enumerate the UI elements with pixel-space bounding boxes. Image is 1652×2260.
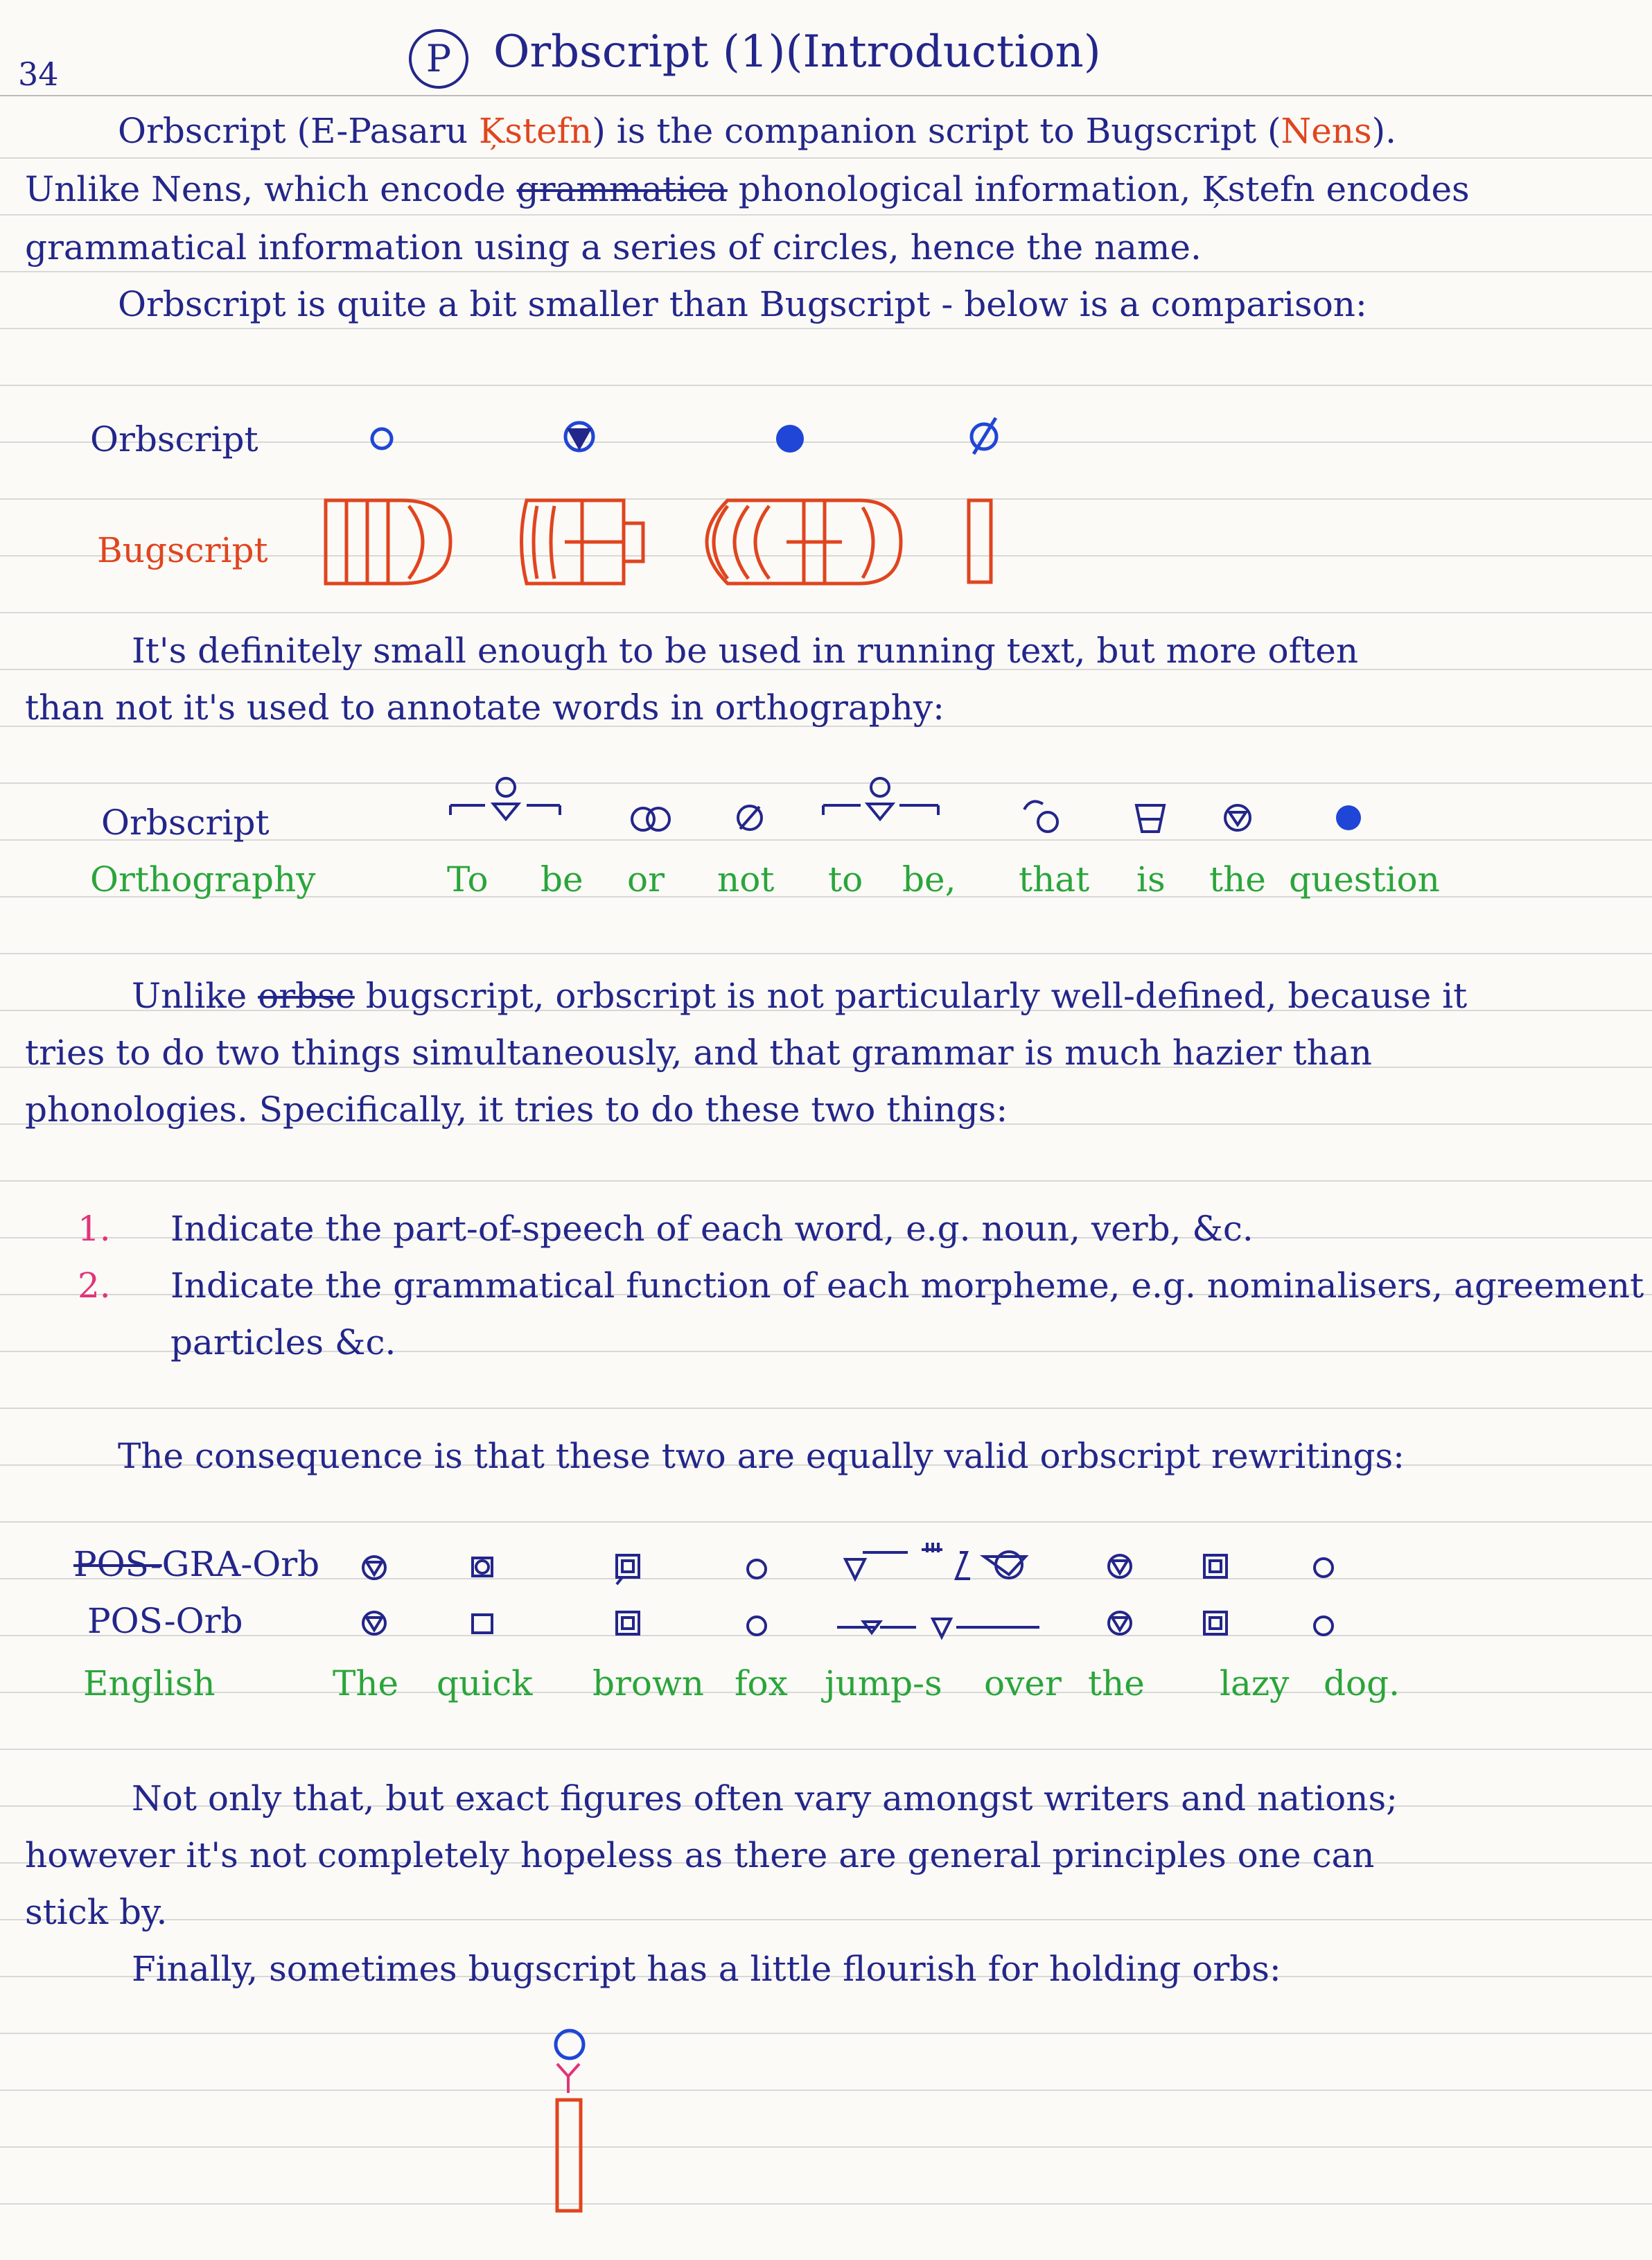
page-number: 34 [18, 55, 59, 93]
gra-jumps-icon [845, 1543, 1026, 1579]
notonly-line-1: Not only that, but exact figures often vary amongst writers and nations; [132, 1778, 1398, 1819]
gra-the2-icon [1204, 1555, 1227, 1577]
intro-line-2a: Unlike Nens, which encode [25, 169, 506, 209]
ex2-word-9: dog. [1324, 1663, 1400, 1703]
flourish-figure-icon [527, 2024, 596, 2232]
comparison-orbscript-label: Orbscript [90, 419, 258, 459]
ex1-word-3: or [627, 859, 665, 900]
list-item-1: Indicate the part-of-speech of each word, e.g. noun, verb, &c. [170, 1209, 1254, 1249]
pos-orb-label: POS-Orb [87, 1601, 243, 1641]
gra-the-icon [363, 1557, 385, 1579]
ex2-word-5: jump-s [825, 1663, 942, 1703]
page-title: Orbscript (1)(Introduction) [493, 26, 1101, 78]
ex2-word-1: The [333, 1663, 399, 1703]
ex2-word-2: quick [437, 1663, 533, 1703]
notonly-line-4: Finally, sometimes bugscript has a little flourish for holding orbs: [132, 1949, 1281, 1989]
nens-term: Nens [1281, 111, 1372, 151]
english-label: English [83, 1663, 216, 1703]
intro-line-1b: ) is the companion script to Bugscript ( [592, 111, 1281, 151]
struck-word: grammatica [516, 169, 728, 209]
gra-fox-icon [748, 1560, 766, 1578]
ex2-word-8: lazy [1220, 1663, 1290, 1703]
ex1-word-10: question [1289, 859, 1440, 900]
ex1-word-2: be [541, 859, 583, 900]
ex2-word-7: the [1088, 1663, 1145, 1703]
gra-quick-icon [473, 1558, 492, 1576]
intro-line-1a: Orbscript (E-Pasaru [118, 111, 468, 151]
example1-orthography-label: Orthography [90, 859, 316, 900]
example1-orbscript-label: Orbscript [101, 803, 270, 843]
intro-line-3: grammatical information using a series of circles, hence the name. [25, 227, 1202, 268]
ex1-word-1: To [447, 859, 489, 900]
unlike-line-1b: bugscript, orbscript is not particularly well-defined, because it [365, 976, 1468, 1016]
list-item-2-cont: particles &c. [170, 1322, 396, 1363]
pos-brown-icon [617, 1612, 639, 1634]
intro-line-1c: ). [1371, 111, 1397, 151]
list-item-2: Indicate the grammatical function of each morpheme, e.g. nominalisers, agreement [170, 1265, 1644, 1306]
section-badge: P [409, 29, 468, 89]
struck-word-2: orbsc [258, 976, 355, 1016]
ex1-word-4: not [717, 859, 775, 900]
ex2-word-6: over [984, 1663, 1062, 1703]
pos-jumps-icon [837, 1619, 1039, 1637]
gra-brown-icon [617, 1555, 639, 1584]
gra-over-icon [1109, 1555, 1131, 1577]
list-num-2: 2. [78, 1265, 111, 1306]
ex1-word-7: that [1019, 859, 1090, 900]
gra-orb-label: GRA-Orb [161, 1544, 320, 1584]
notonly-line-2: however it's not completely hopeless as there are general principles one can [25, 1835, 1375, 1875]
pos-the2-icon [1204, 1612, 1227, 1634]
pos-over-icon [1109, 1612, 1131, 1634]
list-num-1: 1. [78, 1209, 111, 1249]
ex1-word-8: is [1136, 859, 1166, 900]
pos-fox-icon [748, 1617, 766, 1635]
unlike-line-1a: Unlike [132, 976, 247, 1016]
ex2-word-3: brown [592, 1663, 705, 1703]
ex1-word-9: the [1209, 859, 1266, 900]
comparison-bugscript-label: Bugscript [97, 530, 268, 570]
running-line-1: It's definitely small enough to be used in running text, but more often [132, 631, 1359, 671]
pos-quick-icon [473, 1615, 492, 1633]
pos-lazy-icon [1315, 1617, 1333, 1635]
consequence-line: The consequence is that these two are equally valid orbscript rewritings: [118, 1436, 1405, 1476]
intro-line-4: Orbscript is quite a bit smaller than Bugscript - below is a comparison: [118, 284, 1367, 324]
notonly-line-3: stick by. [25, 1892, 168, 1932]
running-line-2: than not it's used to annotate words in orthography: [25, 687, 944, 728]
pos-the-icon [363, 1612, 385, 1634]
intro-line-2b: phonological information, Ķstefn encodes [738, 169, 1470, 209]
kstefn-term: Ķstefn [478, 111, 592, 151]
ex1-word-5: to [828, 859, 863, 900]
unlike-line-3: phonologies. Specifically, it tries to do these two things: [25, 1089, 1008, 1130]
gra-struck: POS- [73, 1544, 162, 1584]
unlike-line-2: tries to do two things simultaneously, and that grammar is much hazier than [25, 1033, 1372, 1073]
ex1-word-6: be, [902, 859, 956, 900]
ex2-word-4: fox [735, 1663, 788, 1703]
gra-lazy-icon [1315, 1559, 1333, 1577]
